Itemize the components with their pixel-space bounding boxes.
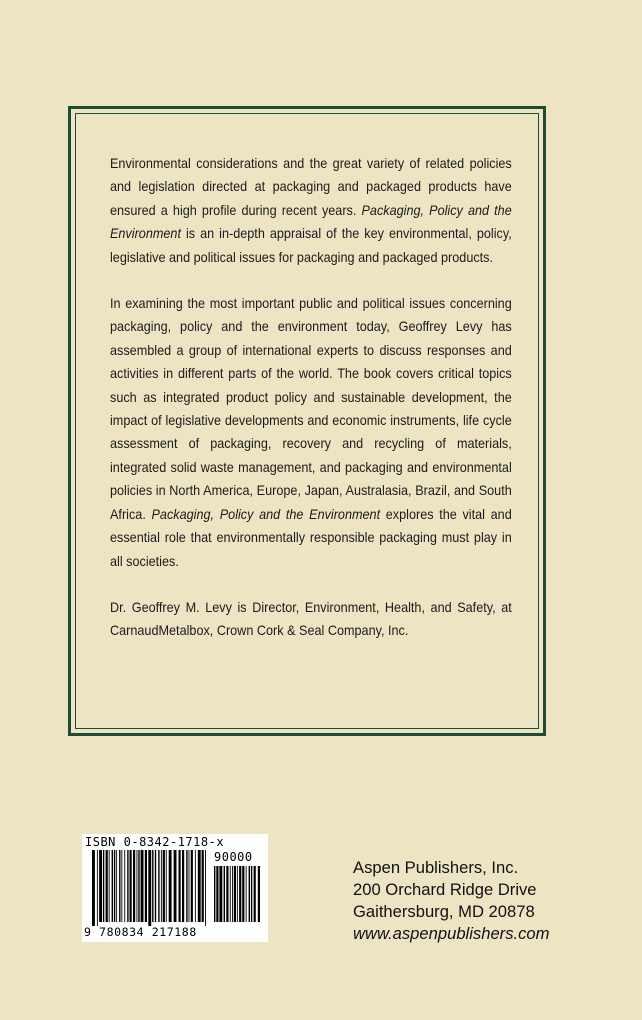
isbn-barcode (82, 834, 268, 942)
barcode-bar (214, 866, 215, 922)
barcode-bar (205, 850, 206, 926)
barcode-bar (103, 850, 104, 922)
barcode-bar (195, 850, 196, 922)
barcode-bar (114, 850, 115, 922)
publisher-name: Aspen Publishers, Inc. (353, 858, 519, 877)
barcode-bar (99, 850, 102, 922)
barcode-bar (121, 850, 122, 922)
barcode-bar (258, 866, 260, 922)
author-bio: Dr. Geoffrey M. Levy is Director, Environment, Health, and Safety, at CarnaudMetalbox, Crown Cork & Seal Company, Inc. (110, 599, 512, 639)
blurb-p1-text-b: is an in-depth appraisal of the key environmental, policy, legislative and political issues for packaging and packaged products. (110, 226, 512, 265)
blurb-p2-text-a: In examining the most important public and political issues concerning packaging, policy and the environment today, Geoffrey Levy has assembled a group of international experts to discuss responses and activities in different parts of the world. The book covers critical topics such as integrated product policy and sustainable development, the impact of legislative developments and economic instruments, life cycle assessment of packaging, recovery and recycling of materials, integrated solid waste management, and packaging and environmental policies in North America, Europe, Japan, Australasia, Brazil, and South Africa. (110, 296, 512, 522)
barcode-bar (230, 866, 231, 922)
barcode-bar (249, 866, 250, 922)
barcode-bar (130, 850, 132, 922)
barcode-bar (158, 850, 159, 922)
barcode-bar (189, 850, 190, 922)
barcode-bar (224, 866, 225, 922)
barcode-bar (182, 850, 184, 922)
blurb-paragraph-1 (110, 152, 512, 269)
barcode-bar (152, 850, 153, 922)
barcode-bar (234, 866, 236, 922)
barcode-bar (251, 866, 252, 922)
barcode-bar (148, 850, 151, 926)
barcode-bar (226, 866, 228, 922)
barcode-bar (163, 850, 165, 922)
barcode-bar (109, 850, 110, 922)
barcode-bar (97, 850, 98, 926)
barcode-bar (169, 850, 172, 922)
barcode-bar (166, 850, 167, 922)
ean-number: 9 780834 217188 (84, 925, 197, 939)
barcode-bar (246, 866, 247, 922)
barcode-bar (119, 850, 120, 922)
barcode-bar (155, 850, 156, 922)
barcode-bar (116, 850, 117, 922)
barcode-bar (174, 850, 177, 922)
barcode-bar (106, 850, 108, 922)
price-code-label: 90000 (214, 850, 253, 864)
ean-barcode-bars (92, 850, 208, 926)
barcode-bar (202, 850, 204, 922)
barcode-bar (191, 850, 193, 922)
back-cover-blurb (110, 152, 512, 666)
barcode-bar (216, 866, 218, 922)
publisher-website: www.aspenpublishers.com (353, 924, 550, 943)
publisher-address (353, 857, 549, 945)
publisher-city: Gaithersburg, MD 20878 (353, 902, 535, 921)
blurb-p2-book-title: Packaging, Policy and the Environment (151, 506, 381, 522)
barcode-bar (92, 850, 95, 926)
barcode-bar (138, 850, 139, 922)
barcode-bar (198, 850, 201, 922)
price-addon-bars (214, 866, 262, 926)
barcode-bar (237, 866, 238, 922)
isbn-label: ISBN 0-8342-1718-x (85, 835, 225, 849)
barcode-bar (145, 850, 147, 922)
barcode-bar (179, 850, 181, 922)
barcode-bar (186, 850, 187, 922)
barcode-bar (137, 850, 138, 922)
blurb-p2-text-b: explores the vital and essential role that environmentally responsible packaging must play in all societies. (110, 506, 512, 569)
barcode-bar (254, 866, 256, 922)
blurb-paragraph-2 (110, 292, 512, 573)
barcode-bar (133, 850, 135, 922)
barcode-bar (242, 866, 244, 922)
barcode-bar (161, 850, 162, 922)
barcode-bar (232, 866, 233, 922)
barcode-bar (219, 866, 222, 922)
publisher-street: 200 Orchard Ridge Drive (353, 880, 537, 899)
barcode-bar (239, 866, 241, 922)
barcode-bar (141, 850, 144, 922)
barcode-bar (127, 850, 128, 922)
blurb-p1-text-a: Environmental considerations and the great variety of related policies and legislation directed at packaging and packaged products have ensured a high profile during recent years. (110, 156, 512, 218)
barcode-bar (112, 850, 113, 922)
blurb-p1-book-title: Packaging, Policy and the Environment (110, 202, 512, 242)
barcode-bar (124, 850, 125, 922)
